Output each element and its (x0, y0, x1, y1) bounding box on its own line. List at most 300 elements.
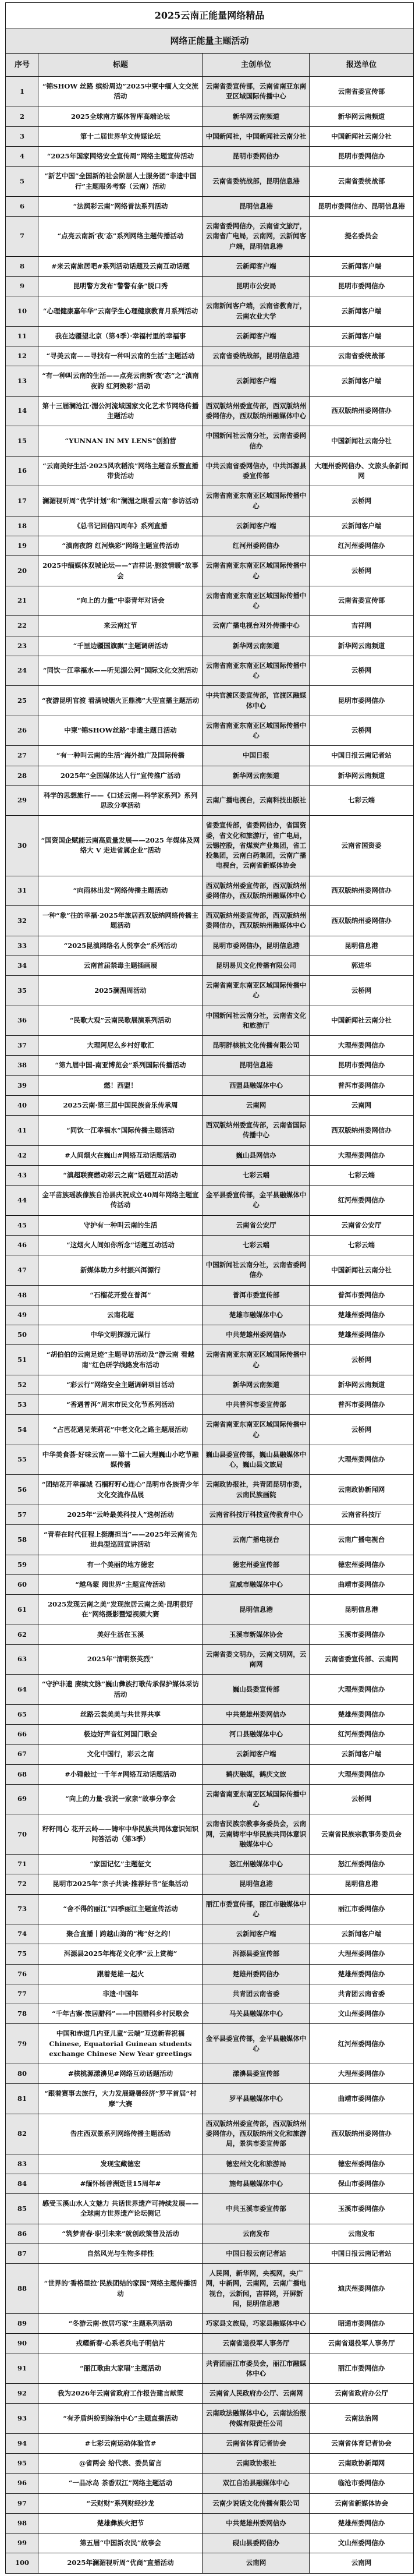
row-submitter: 红河州委网信办 (310, 2024, 413, 2064)
row-submitter: 迪庆州委网信办 (310, 2264, 413, 2314)
row-number: 80 (6, 2064, 38, 2084)
row-title: “舍不得的丽江”四季丽江主题宣传活动 (38, 1894, 203, 1924)
row-title: 洱源县2025年梅花文化季“云上赏梅” (38, 1944, 203, 1964)
row-number: 90 (6, 2334, 38, 2354)
row-title: 2025年“清明祭英烈” (38, 1644, 203, 1675)
row-creator: 昆明信息港 (203, 1874, 310, 1894)
row-number: 16 (6, 456, 38, 486)
row-submitter: 德宏州委网信办 (310, 1555, 413, 1574)
table-row (6, 936, 413, 956)
row-title: 有一个美丽的地方德宏 (38, 1555, 203, 1574)
row-number: 65 (6, 1704, 38, 1724)
row-number: 19 (6, 536, 38, 556)
row-number: 40 (6, 1095, 38, 1115)
table-row (6, 1525, 413, 1555)
row-creator: 云新闻客户端 (203, 516, 310, 536)
row-title: “有一种叫云南的生活”海外推广及国际传播 (38, 746, 203, 766)
row-creator: 云南网 (203, 2553, 310, 2573)
row-submitter: 云新闻客户端 (310, 256, 413, 276)
table-row (6, 1395, 413, 1415)
row-creator: 云南省委宣传部，云南省南亚东南亚区域国际传播中心 (203, 77, 310, 107)
table-row (6, 1375, 413, 1395)
row-creator: 施甸县融媒体中心 (203, 2174, 310, 2193)
section-title-row (6, 29, 413, 54)
table-row (6, 2533, 413, 2553)
row-submitter: 大理州委网信办 (310, 1445, 413, 1475)
row-submitter: 大理州委网信办 (310, 1036, 413, 1056)
row-title: “世界的‘香格里拉’民族团结的家园”网络主题传播活动 (38, 2264, 203, 2314)
row-title: 昆明市2025年“亲子共读·推荐好书”征集活动 (38, 1874, 203, 1894)
row-creator: 巍山县网信办 (203, 1145, 310, 1165)
table-row (6, 2114, 413, 2154)
row-title: “石榴花开爱在普洱” (38, 1285, 203, 1305)
row-creator: 云南政协报社 (203, 2454, 310, 2474)
row-creator: 共青团丽江市委员会，丽江市融媒体中心 (203, 2354, 310, 2384)
row-submitter: 楚雄州委网信办 (310, 1305, 413, 1325)
table-row (6, 346, 413, 366)
row-title: 第十二届世界华文传媒论坛 (38, 126, 203, 146)
row-creator: 新华网云南频道 (203, 1375, 310, 1395)
row-creator: 云南省人民政府办公厅、云南网 (203, 2384, 310, 2404)
row-creator: 河口县融媒体中心 (203, 1725, 310, 1745)
row-submitter: 共青团云南省委 (310, 1984, 413, 2004)
row-number: 44 (6, 1186, 38, 1216)
row-title: 2025年澜湄视听周“优商”直播活动 (38, 2553, 203, 2573)
table-row (6, 126, 413, 146)
row-title: “寻美云南——寻找有一种叫云南的生活”主题活动 (38, 346, 203, 366)
row-number: 9 (6, 277, 38, 296)
row-number: 68 (6, 1764, 38, 1784)
row-creator: 中共云南省委网信办，中共洱源县委宣传部 (203, 456, 310, 486)
table-row (6, 1964, 413, 1984)
row-title: 2025发现云南之美“发现旅居云南之美·昆明很好在”网络摄影暨短视频大赛 (38, 1595, 203, 1625)
row-number: 69 (6, 1784, 38, 1814)
document-title-row (6, 3, 413, 29)
row-submitter: 云新闻客户端 (310, 1924, 413, 1944)
row-title: @省两会 给代表、委员留言 (38, 2454, 203, 2474)
table-row (6, 1036, 413, 1056)
row-creator: 云南省南亚东南亚区域国际传播中心 (203, 1784, 310, 1814)
row-creator: 中共楚雄州委网信办 (203, 1704, 310, 1724)
row-creator: 昆明易贝文化传播有限公司 (203, 956, 310, 975)
table-row (6, 1924, 413, 1944)
row-title: 自然风光与生物多样性 (38, 2244, 203, 2263)
row-title: 云南首届禁毒主题插画展 (38, 956, 203, 975)
row-creator: 云南发布 (203, 2224, 310, 2244)
row-number: 57 (6, 1505, 38, 1524)
row-title: “千年古寨·旅居腊科”——中国腊科乡村民歌会 (38, 2004, 203, 2024)
row-creator: 巍山县委宣传部 (203, 1675, 310, 1705)
table-row (6, 196, 413, 216)
row-title: “滇南夜韵 红河焕彩”网络主题宣传活动 (38, 536, 203, 556)
row-title: 第五届“中国新农民”故事会 (38, 2533, 203, 2553)
row-submitter: 云南法治网 (310, 2404, 413, 2434)
row-title: “2025年国家网络安全宣传周”网络主题宣传活动 (38, 147, 203, 167)
row-submitter: 楚雄州委网信办 (310, 1325, 413, 1345)
row-title: “云财财”系列财经沙龙 (38, 2493, 203, 2513)
row-submitter: 云桥网 (310, 556, 413, 586)
table-row (6, 636, 413, 656)
row-submitter: 楚雄州委网信办 (310, 1704, 413, 1724)
row-creator: 普洱市委宣传部 (203, 1285, 310, 1305)
row-title: “有矛盾纠纷到综治中心”主题直播活动 (38, 2404, 203, 2434)
row-creator: 云南省南亚东南亚区域国际传播中心 (203, 486, 310, 516)
row-title: 美好生活在玉溪 (38, 1625, 203, 1644)
row-title: #小锤敲过一千年#网络互动话题活动 (38, 1764, 203, 1784)
row-number: 3 (6, 126, 38, 146)
row-title: “守护非遗 赓续文脉”巍山彝族打歌传承保护媒体采访活动 (38, 1675, 203, 1705)
row-number: 28 (6, 766, 38, 785)
table-row (6, 876, 413, 906)
row-title: 楚雄彝族火把节 (38, 2513, 203, 2533)
row-number: 89 (6, 2314, 38, 2334)
row-title: 来云南过节 (38, 616, 203, 636)
row-submitter: 云南省委宣传部、云南网 (310, 1644, 413, 1675)
table-row (6, 1186, 413, 1216)
row-creator: 新华网云南频道 (203, 636, 310, 656)
table-row (6, 785, 413, 816)
row-title: 聚合直播丨跨越山海的“梅”好之约！ (38, 1924, 203, 1944)
row-number: 77 (6, 1984, 38, 2004)
row-number: 78 (6, 2004, 38, 2024)
row-submitter: 中国新闻社云南分社 (310, 426, 413, 457)
col-header-index: 序号 (6, 53, 38, 77)
row-creator: 中国新闻社，中国新闻社云南分社 (203, 126, 310, 146)
row-number: 32 (6, 906, 38, 936)
row-number: 20 (6, 556, 38, 586)
row-creator: 中国新闻社云南分社，云南省委网信办 (203, 426, 310, 457)
row-number: 34 (6, 956, 38, 975)
row-submitter: 云桥网 (310, 1345, 413, 1375)
row-title: 中华美食荟·好味云南——第十二届大理巍山小吃节融媒传播 (38, 1445, 203, 1475)
row-number: 38 (6, 1056, 38, 1075)
row-creator: 洱源县委宣传部 (203, 1944, 310, 1964)
row-creator: 宣威市融媒体中心 (203, 1574, 310, 1594)
row-number: 6 (6, 196, 38, 216)
row-number: 58 (6, 1525, 38, 1555)
row-title: 科学的思想旅行——《口述云南—科学家系列》系列思政分享活动 (38, 785, 203, 816)
table-row (6, 536, 413, 556)
row-creator: 砚山县委网信办 (203, 2533, 310, 2553)
table-row (6, 1116, 413, 1146)
row-number: 92 (6, 2384, 38, 2404)
row-title: “越乌蒙 阅世界”主题宣传活动 (38, 1574, 203, 1594)
table-row (6, 656, 413, 686)
table-row (6, 1165, 413, 1185)
table-row (6, 1145, 413, 1165)
row-creator: 中国日报云南记者站 (203, 2244, 310, 2263)
row-creator: 昆明胖核桃文化传播有限公司 (203, 1036, 310, 1056)
row-title: 2025中缅媒体双城论坛——“吉祥说·胞波情暖”故事会 (38, 556, 203, 586)
row-submitter: 大理州委网信办 (310, 1145, 413, 1165)
row-creator: 云南省委统战部，昆明信息港 (203, 167, 310, 197)
row-creator: 云南广播电视台，云南科技出版社 (203, 785, 310, 816)
row-number: 35 (6, 976, 38, 1006)
row-creator: 云南网 (203, 1095, 310, 1115)
row-submitter: 云桥网 (310, 656, 413, 686)
row-creator: 中共玉溪市委宣传部 (203, 2194, 310, 2224)
row-submitter: 云新闻客户端 (310, 326, 413, 346)
row-submitter: 大理州委网信办、文旅头条新闻网 (310, 456, 413, 486)
row-creator: 玉溪市新媒体协会 (203, 1625, 310, 1644)
row-number: 33 (6, 936, 38, 956)
table-row (6, 2194, 413, 2224)
row-submitter: 西双版纳州委网信办 (310, 396, 413, 426)
table-row (6, 1215, 413, 1235)
row-title: “法润彩云南”网络普法系列活动 (38, 196, 203, 216)
table-row (6, 2244, 413, 2263)
row-title: 跟着楚雄一起火 (38, 1964, 203, 1984)
table-row (6, 456, 413, 486)
row-creator: 昆明市公安局 (203, 277, 310, 296)
row-number: 22 (6, 616, 38, 636)
row-creator: 云南省公安厅 (203, 1215, 310, 1235)
row-submitter: 昆明市委网信办 (310, 686, 413, 716)
row-submitter: 红河州委网信办 (310, 1725, 413, 1745)
row-number: 81 (6, 2084, 38, 2114)
row-title: “千里边疆国旗飘”主题调研活动 (38, 636, 203, 656)
table-row (6, 686, 413, 716)
row-title: 戎耀新春·心系老兵电子明信片 (38, 2334, 203, 2354)
row-submitter: 普洱市委网信办 (310, 1075, 413, 1095)
table-row (6, 1475, 413, 1505)
table-row (6, 1644, 413, 1675)
row-number: 61 (6, 1595, 38, 1625)
table-row (6, 1984, 413, 2004)
row-title: 《总书记回信四周年》系列直播 (38, 516, 203, 536)
row-submitter: 云南省新媒体协会 (310, 2493, 413, 2513)
row-submitter: 大理州委网信办 (310, 1675, 413, 1705)
row-creator: 西双版纳州委宣传部，西双版纳州委网信办，西双版纳州融媒体中心 (203, 876, 310, 906)
row-creator: 金平县委宣传部，金平县融媒体中心 (203, 1186, 310, 1216)
table-row (6, 616, 413, 636)
table-row (6, 1255, 413, 1286)
row-number: 7 (6, 217, 38, 257)
row-creator: 巧家县文旅局，巧家县融媒体中心 (203, 2314, 310, 2334)
row-creator: 云南省南亚东南亚区域国际传播中心 (203, 556, 310, 586)
table-row (6, 2553, 413, 2573)
row-creator: 云南省南亚东南亚区域国际传播中心 (203, 716, 310, 746)
row-number: 95 (6, 2454, 38, 2474)
row-title: “同饮一江幸福水——听见湄公河”国际文化交流活动 (38, 656, 203, 686)
row-submitter: 红河州委网信办 (310, 536, 413, 556)
row-title: 2025年“全国媒体达人行”宣传推广活动 (38, 766, 203, 785)
table-row (6, 1445, 413, 1475)
row-submitter: 云南省体育记者协会 (310, 2433, 413, 2453)
row-submitter: 曲靖市委网信办 (310, 2084, 413, 2114)
row-number: 14 (6, 396, 38, 426)
row-creator: 双江自治县融媒体中心 (203, 2474, 310, 2493)
row-number: 85 (6, 2194, 38, 2224)
table-row (6, 2384, 413, 2404)
row-submitter: 中国新闻社云南分社 (310, 1006, 413, 1036)
row-submitter: 昆明市委网信办 (310, 147, 413, 167)
row-creator: 云南省体育记者协会 (203, 2433, 310, 2453)
row-number: 72 (6, 1874, 38, 1894)
table-body (6, 77, 413, 2574)
row-submitter: 云南省科技厅 (310, 1505, 413, 1524)
table-row (6, 366, 413, 397)
row-title: 发现宝藏德宏 (38, 2154, 203, 2174)
row-title: 中国和赤道几内亚儿童“云端”互送新春祝福 Chinese, Equatorial Guinean students exchange Chinese New Year greetings (38, 2024, 203, 2064)
row-title: “有一种叫云南的生活——点亮云南新‘夜’态”之“滇南夜韵 红河焕彩”活动 (38, 366, 203, 397)
row-number: 47 (6, 1255, 38, 1286)
row-title: 2025云南·第三届中国民族音乐传承周 (38, 1095, 203, 1115)
table-row (6, 1345, 413, 1375)
row-title: #来云南旅居吧#系列活动话题及云南互动话题 (38, 256, 203, 276)
table-row (6, 1595, 413, 1625)
row-creator: 西双版纳州委宣传部，云南省国际传播中心 (203, 1116, 310, 1146)
row-number: 88 (6, 2264, 38, 2314)
row-creator: 云新闻客户端 (203, 326, 310, 346)
row-creator: 云南广播电视台对外传播中心 (203, 616, 310, 636)
row-number: 100 (6, 2553, 38, 2573)
table-row (6, 167, 413, 197)
row-number: 31 (6, 876, 38, 906)
row-submitter: 昭通市委网信办 (310, 2314, 413, 2334)
row-creator: 昆明信息港 (203, 196, 310, 216)
row-number: 15 (6, 426, 38, 457)
row-title: #七彩云南运动体验官# (38, 2433, 203, 2453)
row-number: 45 (6, 1215, 38, 1235)
row-creator: 罗平县融媒体中心 (203, 2084, 310, 2114)
row-submitter: 云新闻客户端 (310, 366, 413, 397)
table-row (6, 956, 413, 975)
row-submitter: 普洱市委网信办 (310, 1395, 413, 1415)
table-row (6, 1764, 413, 1784)
row-creator: 云南省南亚东南亚区域国际传播中心 (203, 976, 310, 1006)
row-title: “YUNNAN IN MY LENS”创拍营 (38, 426, 203, 457)
row-title: “丽江歌曲大家唱”主题活动 (38, 2354, 203, 2384)
row-creator: 西双版纳州委宣传部，西双版纳州委网信办，西双版纳州文化和旅游局，景洪市委宣传部 (203, 2114, 310, 2154)
row-creator: 新华网云南频道 (203, 766, 310, 785)
row-title: 昆明警方发布“警警有条”脱口秀 (38, 277, 203, 296)
row-submitter: 新华网云南频道 (310, 766, 413, 785)
row-creator: 西双版纳州委宣传部，西双版纳州委网信办，西双版纳州融媒体中心 (203, 906, 310, 936)
table-row (6, 2264, 413, 2314)
row-submitter: 云南发布 (310, 2224, 413, 2244)
row-creator: 德宏州文化和旅游局 (203, 2154, 310, 2174)
row-submitter: 七彩云端 (310, 1235, 413, 1255)
row-number: 87 (6, 2244, 38, 2263)
row-number: 17 (6, 486, 38, 516)
row-submitter: 云桥网 (310, 976, 413, 1006)
table-row (6, 2454, 413, 2474)
row-submitter: 丽江市委网信办 (310, 1894, 413, 1924)
table-row (6, 217, 413, 257)
table-row (6, 296, 413, 327)
row-number: 98 (6, 2513, 38, 2533)
table-row (6, 1235, 413, 1255)
row-submitter: 昆明信息港 (310, 936, 413, 956)
row-number: 94 (6, 2433, 38, 2453)
table-row (6, 426, 413, 457)
row-number: 96 (6, 2474, 38, 2493)
row-submitter: 云南省政府办公厅 (310, 2384, 413, 2404)
row-submitter: 云南网 (310, 2553, 413, 2573)
row-submitter: 玉溪市委网信办 (310, 2194, 413, 2224)
row-number: 49 (6, 1305, 38, 1325)
table-row (6, 1075, 413, 1095)
row-number: 55 (6, 1445, 38, 1475)
row-title: 澜湄视听周“优学计划”和“澜湄之眼看云南”参访活动 (38, 486, 203, 516)
row-creator: 中国日报 (203, 746, 310, 766)
row-submitter: 云南政协新闻网 (310, 2454, 413, 2474)
row-title: “滇超联赛燃动彩云之南”话题互动活动 (38, 1165, 203, 1185)
row-creator: 云新闻客户端 (203, 256, 310, 276)
row-submitter: 西双版纳州委网信办 (310, 1116, 413, 1146)
row-title: 2025年“云岭最美科技人”选树活动 (38, 1505, 203, 1524)
row-creator: 云南政协报社，共青团昆明市委，云南民族画院 (203, 1475, 310, 1505)
table-row (6, 746, 413, 766)
row-creator: 云南省南亚东南亚区域国际传播中心 (203, 1345, 310, 1375)
row-title: 大理阿尼么乡村好歌汇 (38, 1036, 203, 1056)
row-creator: 云南省委统战部，昆明信息港 (203, 346, 310, 366)
row-title: “香遇普洱”周末市民文化节系列活动 (38, 1395, 203, 1415)
row-number: 10 (6, 296, 38, 327)
row-creator: 昆明市委网信办 (203, 147, 310, 167)
row-creator: 云南广播电视台 (203, 1525, 310, 1555)
row-submitter: 普洱市委网信办 (310, 1285, 413, 1305)
table-row (6, 2474, 413, 2493)
row-number: 74 (6, 1924, 38, 1944)
row-number: 21 (6, 586, 38, 616)
row-title: “锦SHOW 丝路 缤纷周边”2025中柬中缅人文交流活动 (38, 77, 203, 107)
row-number: 27 (6, 746, 38, 766)
row-number: 25 (6, 686, 38, 716)
table-row (6, 326, 413, 346)
table-row (6, 906, 413, 936)
row-creator: 红河州委网信办 (203, 536, 310, 556)
row-creator: 德宏州委宣传部 (203, 1555, 310, 1574)
row-creator: 楚雄市融媒体中心 (203, 1305, 310, 1325)
row-submitter: 保山市委网信办 (310, 2174, 413, 2193)
row-number: 42 (6, 1145, 38, 1165)
row-submitter: 云桥网 (310, 1415, 413, 1445)
row-creator: 怒江州融媒体中心 (203, 1855, 310, 1874)
col-header-title: 标题 (38, 53, 203, 77)
row-submitter: 新华网云南频道 (310, 1375, 413, 1395)
row-submitter: 中国日报云南记者站 (310, 2244, 413, 2263)
row-number: 53 (6, 1395, 38, 1415)
table-row (6, 1745, 413, 1764)
col-header-submitter: 报送单位 (310, 53, 413, 77)
row-title: 极边好声音红河国门歌会 (38, 1725, 203, 1745)
row-number: 63 (6, 1644, 38, 1675)
table-row (6, 976, 413, 1006)
table-row (6, 1725, 413, 1745)
row-submitter: 云新闻客户端 (310, 1745, 413, 1764)
row-submitter: 文山州委网信办 (310, 2004, 413, 2024)
row-creator: 马关县融媒体中心 (203, 2004, 310, 2024)
row-title: “国资国企赋能云南高质量发展——2025 年媒体及网络大 V 走进省属企业”活动 (38, 816, 203, 876)
table-row (6, 277, 413, 296)
row-submitter: 云南省国资委 (310, 816, 413, 876)
table-row (6, 1305, 413, 1325)
table-row (6, 1675, 413, 1705)
row-submitter: 大理州委网信办 (310, 1764, 413, 1784)
row-number: 8 (6, 256, 38, 276)
row-number: 79 (6, 2024, 38, 2064)
row-creator: 云南省南亚东南亚区域国际传播中心 (203, 656, 310, 686)
table-row (6, 2224, 413, 2244)
row-creator: 昆明市委网信办，昆明信息港 (203, 936, 310, 956)
row-number: 83 (6, 2154, 38, 2174)
row-number: 56 (6, 1475, 38, 1505)
row-title: 2025全球南方媒体智库高端论坛 (38, 107, 203, 126)
row-title: 2025澜湄周活动 (38, 976, 203, 1006)
table-row (6, 1056, 413, 1075)
